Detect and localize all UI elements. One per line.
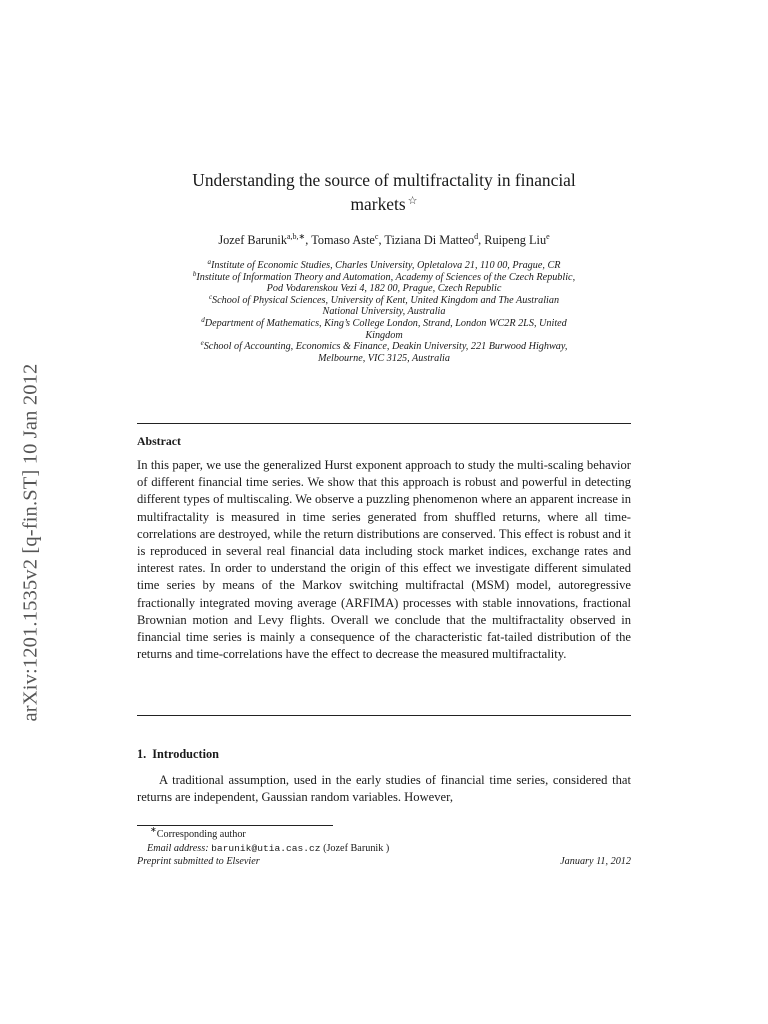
affiliation-line: [137, 315, 631, 330]
author-name: Jozef Barunik: [218, 233, 287, 247]
author-affiliation-marks: a,b,∗: [286, 232, 306, 241]
affiliation-line: [137, 292, 631, 307]
preprint-date: January 11, 2012: [560, 856, 631, 867]
abstract-heading: Abstract: [137, 434, 181, 448]
author: [484, 233, 549, 247]
author-name: Tomaso Aste: [311, 233, 375, 247]
affiliation-text: Melbourne, VIC 3125, Australia: [318, 352, 450, 364]
affiliation-text: School of Physical Sciences, University of Kent, United Kingdom and The Australian: [212, 294, 560, 306]
author-separator: ,: [305, 233, 312, 247]
abstract-bottom-rule: [137, 715, 631, 716]
affiliation-text: Pod Vodarenskou Vezi 4, 182 00, Prague, Czech Republic: [266, 283, 502, 295]
author-affiliation-marks: e: [546, 232, 550, 241]
affiliation-line: [137, 269, 631, 284]
introduction-paragraph: A traditional assumption, used in the early studies of financial time series, considered that returns are independent, Gaussian random variables. However,: [137, 773, 631, 805]
affiliation-line: [137, 306, 631, 318]
footnote-email-label: Email address:: [147, 842, 209, 854]
abstract-top-rule: [137, 423, 631, 424]
preprint-venue: Preprint submitted to Elsevier: [137, 856, 260, 867]
preprint-footer: [137, 855, 631, 868]
author-name: Tiziana Di Matteo: [384, 233, 475, 247]
section-number: 1.: [137, 747, 147, 761]
affiliation-line: [137, 341, 631, 353]
affiliation-mark: d: [201, 315, 205, 324]
author-separator: ,: [478, 233, 485, 247]
affiliation-mark: b: [192, 269, 197, 278]
affiliation-mark: a: [207, 258, 211, 266]
author: [384, 233, 484, 247]
affiliation-text: Institute of Information Theory and Automation, Academy of Sciences of the Czech Republic,: [196, 271, 576, 283]
author: [311, 233, 384, 247]
title-footnote-star: ☆: [407, 195, 418, 207]
abstract-body: In this paper, we use the generalized Hurst exponent approach to study the multi-scaling behavior of different financial time series. We show that this approach is robust and powerful in detecting different types of multiscaling. We observe a puzzling phenomenon where an apparent increase in multifractality is measured in time series generated from shuffled returns, where all time-correlations are destroyed, while the return distributions are conserved. This effect is robust and it is reproduced in several real financial data including stock market indices, exchange rates and interest rates. In order to understand the origin of this effect we investigate different simulated time series by means of the Markov switching multifractal (MSM) model, autoregressive fractionally integrated moving average (ARFIMA) processes with stable innovations, fractional Brownian motion and Levy flights. Overall we conclude that the multifractality observed in financial time series is mainly a consequence of the characteristic fat-tailed distribution of the returns and time-correlations have the effect to decrease the measured multifractality.: [137, 458, 631, 662]
author-affiliation-marks: c: [374, 232, 379, 241]
author-list: [137, 233, 631, 248]
section-heading-introduction: [137, 747, 219, 762]
affiliation-line: [137, 353, 631, 365]
footnote-rule: [137, 825, 333, 826]
author-separator: ,: [378, 233, 385, 247]
title-line-1: Understanding the source of multifractality in financial: [192, 170, 576, 190]
author-affiliation-marks: d: [474, 232, 479, 241]
arxiv-side-stamp: [6, 322, 56, 762]
footnote-email-address[interactable]: barunik@utia.cas.cz: [211, 842, 321, 854]
arxiv-identifier: arXiv:1201.1535v2 [q-fin.ST] 10 Jan 2012: [19, 363, 42, 721]
affiliation-text: Kingdom: [365, 329, 403, 341]
affiliation-mark: e: [200, 339, 204, 348]
affiliation-list: [137, 260, 631, 364]
affiliation-text: National University, Australia: [322, 306, 446, 318]
footnote-corresponding-text: Corresponding author: [156, 829, 246, 840]
author: [218, 233, 311, 247]
title-line-2-text: markets: [350, 194, 406, 214]
paper-title: [137, 170, 631, 215]
affiliation-line: [137, 330, 631, 342]
affiliation-text: School of Accounting, Economics & Finance, Deakin University, 221 Burwood Highway,: [203, 341, 568, 353]
footnote: [137, 825, 631, 855]
title-line-2: [137, 191, 631, 215]
footnote-email-line: [137, 842, 631, 856]
affiliation-mark: c: [208, 292, 213, 301]
affiliation-text: Institute of Economic Studies, Charles University, Opletalova 21, 110 00, Prague, CR: [210, 260, 561, 271]
footnote-corresponding: [137, 825, 631, 842]
affiliation-line: [137, 260, 631, 272]
footnote-mark: ∗: [150, 825, 157, 834]
affiliation-text: Department of Mathematics, King’s College London, Strand, London WC2R 2LS, United: [204, 317, 567, 329]
author-name: Ruipeng Liu: [484, 233, 547, 247]
section-title: Introduction: [152, 747, 219, 761]
footnote-email-owner: (Jozef Barunik ): [320, 842, 390, 854]
